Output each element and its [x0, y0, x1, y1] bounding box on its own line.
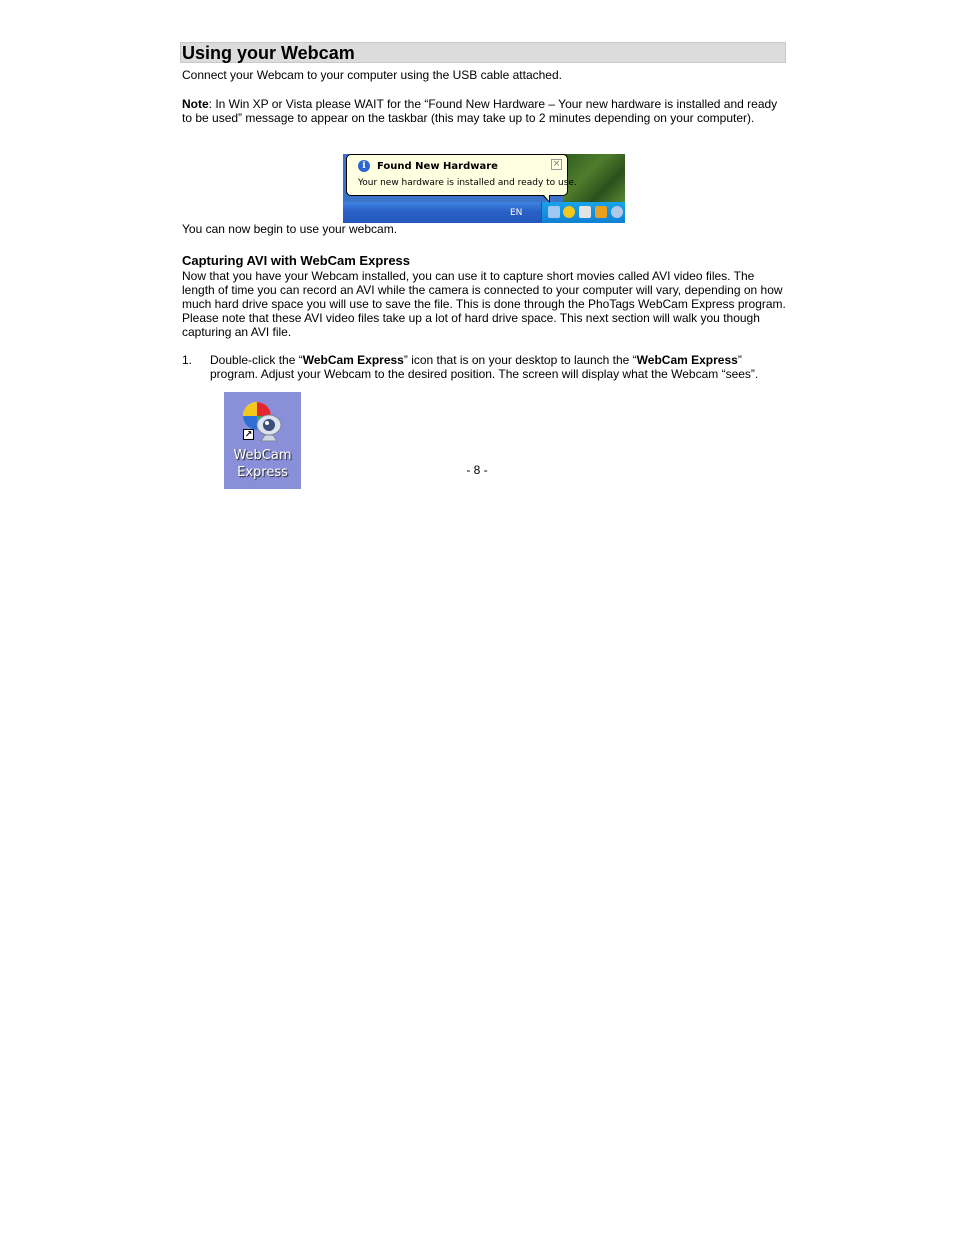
- usb-tray-icon: [548, 206, 560, 218]
- close-icon[interactable]: ×: [552, 159, 561, 169]
- note-text: : In Win XP or Vista please WAIT for the “Found New Hardware – Your new hardware is installed and ready to be used” message to appear on the taskbar (this may take up to 2 minutes depending on your computer).: [182, 97, 778, 125]
- subsection-title: Capturing AVI with WebCam Express: [182, 253, 411, 268]
- desktop-icon-label-line2: Express: [237, 465, 288, 480]
- note-label: Note: [182, 97, 209, 111]
- section-title: Using your Webcam: [180, 42, 786, 63]
- step-number: 1.: [182, 353, 193, 367]
- balloon-tail-fill: [543, 194, 549, 201]
- intro-paragraph: Connect your Webcam to your computer using the USB cable attached.: [182, 68, 562, 82]
- found-new-hardware-screenshot: [343, 154, 625, 223]
- network-tray-icon: [579, 206, 591, 218]
- desktop-icon-label-line1: WebCam: [233, 448, 292, 463]
- language-indicator: EN: [510, 208, 523, 218]
- shield-tray-icon: [563, 206, 575, 218]
- balloon-title: Found New Hardware: [377, 161, 498, 172]
- page-number: - 8 -: [466, 463, 488, 477]
- notification-balloon[interactable]: [346, 154, 577, 196]
- step-bold-program-name: WebCam Express: [302, 353, 404, 367]
- note-paragraph: [182, 97, 786, 125]
- info-icon: i: [358, 160, 370, 172]
- step-bold-program-name: WebCam Express: [636, 353, 738, 367]
- balloon-message: Your new hardware is installed and ready to use.: [358, 178, 577, 188]
- step-text-part: Double-click the “: [210, 353, 303, 367]
- security-tray-icon: [595, 206, 607, 218]
- volume-tray-icon: [611, 206, 623, 218]
- step-text-part: ” icon that is on your desktop to launch the “: [403, 353, 637, 367]
- after-install-text: You can now begin to use your webcam.: [182, 222, 398, 236]
- step-text-part: ” program. Adjust your Webcam to the desired position. The screen will display what the Webcam “sees”.: [210, 353, 759, 381]
- step-text: [210, 353, 786, 381]
- subsection-body: Now that you have your Webcam installed, you can use it to capture short movies called AVI video files. The length of time you can record an AVI while the camera is connected to your computer will vary, depending on how much hard drive space you will use to save the file. This is done through the PhoTags WebCam Express program. Please note that these AVI video files take up a lot of hard drive space. This next section will walk you though capturing an AVI file.: [182, 269, 786, 339]
- shortcut-arrow-icon: ↗: [244, 429, 253, 439]
